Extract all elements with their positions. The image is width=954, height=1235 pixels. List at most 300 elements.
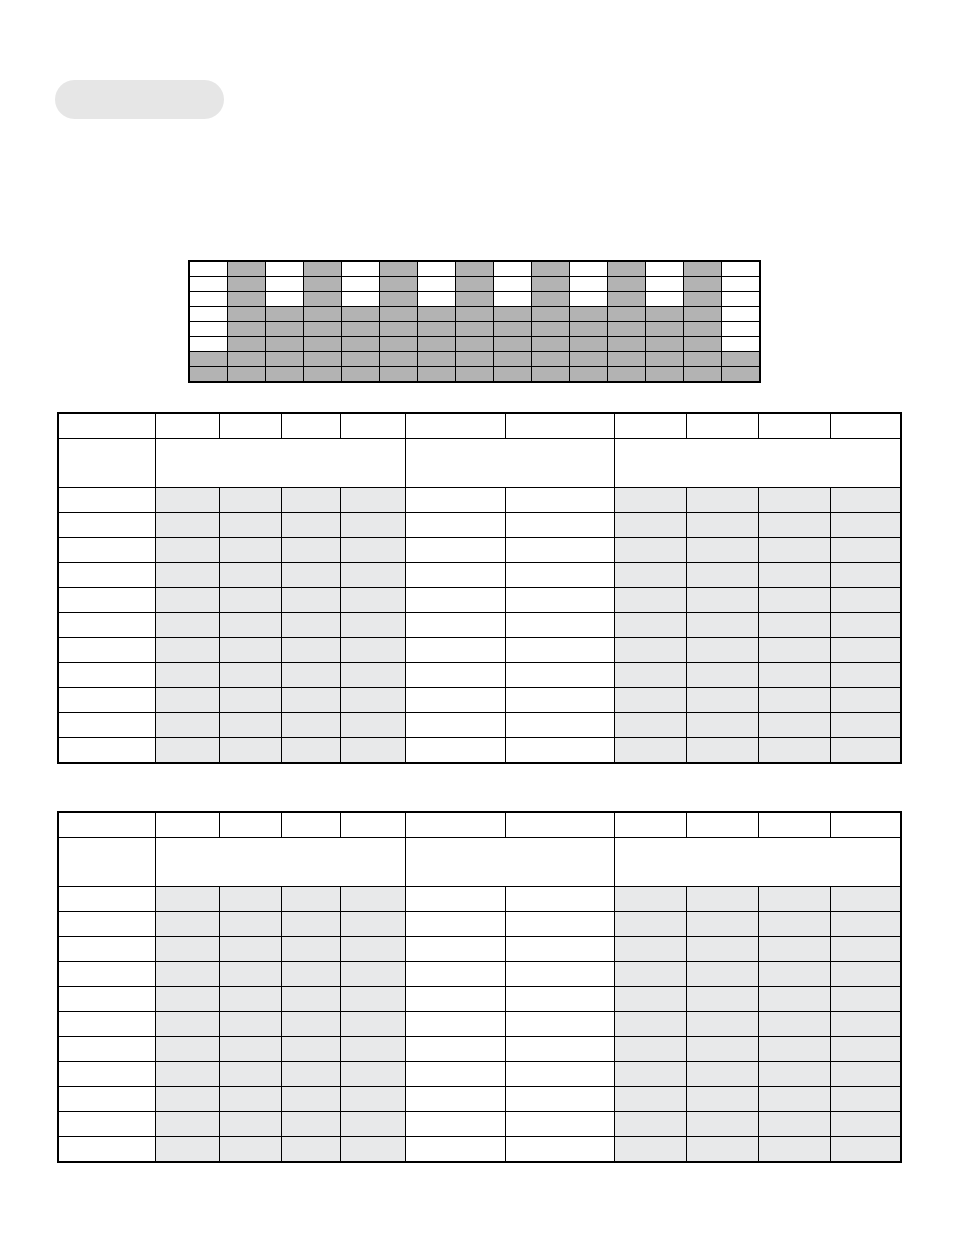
shaded-cell: [758, 1087, 830, 1112]
table-cell: [58, 962, 155, 987]
pattern-cell-dark: [380, 277, 418, 292]
shaded-cell: [155, 738, 219, 764]
table-cell: [505, 987, 614, 1012]
shaded-cell: [340, 1012, 405, 1037]
pattern-cell-dark: [189, 352, 228, 367]
shaded-cell: [830, 563, 901, 588]
shaded-cell: [686, 563, 758, 588]
shaded-cell: [758, 1062, 830, 1087]
pattern-cell-light: [722, 292, 761, 307]
pattern-cell-dark: [418, 307, 456, 322]
table-cell: [405, 887, 505, 912]
table-cell: [505, 1087, 614, 1112]
table-cell: [58, 738, 155, 764]
column-header: [405, 812, 505, 838]
table-cell: [405, 1087, 505, 1112]
pattern-cell-dark: [722, 367, 761, 383]
shaded-cell: [758, 1112, 830, 1137]
pattern-cell-light: [342, 292, 380, 307]
shaded-cell: [758, 513, 830, 538]
table-cell: [505, 713, 614, 738]
table-row: [58, 937, 901, 962]
shaded-cell: [686, 663, 758, 688]
pattern-cell-light: [570, 277, 608, 292]
table-cell: [405, 563, 505, 588]
shaded-cell: [155, 987, 219, 1012]
shaded-cell: [614, 588, 686, 613]
shaded-cell: [219, 588, 281, 613]
shaded-cell: [281, 1112, 340, 1137]
data-table-lower: [57, 811, 902, 1163]
pattern-cell-dark: [228, 352, 266, 367]
pattern-cell-dark: [456, 261, 494, 277]
pattern-cell-dark: [494, 307, 532, 322]
pattern-cell-light: [189, 337, 228, 352]
table-cell: [58, 638, 155, 663]
shaded-cell: [686, 887, 758, 912]
pattern-row: [189, 292, 760, 307]
shaded-cell: [830, 663, 901, 688]
shaded-cell: [219, 513, 281, 538]
shaded-cell: [340, 588, 405, 613]
header-row: [58, 812, 901, 838]
shaded-cell: [830, 538, 901, 563]
column-header: [614, 413, 686, 439]
table-cell: [505, 1037, 614, 1062]
pattern-cell-light: [494, 277, 532, 292]
shaded-cell: [686, 962, 758, 987]
table-row: [58, 713, 901, 738]
shaded-cell: [340, 538, 405, 563]
pattern-cell-dark: [380, 307, 418, 322]
shaded-cell: [758, 1137, 830, 1163]
shaded-cell: [219, 887, 281, 912]
header-row: [58, 413, 901, 439]
column-header: [340, 812, 405, 838]
shaded-cell: [758, 738, 830, 764]
shaded-cell: [340, 563, 405, 588]
pattern-cell-light: [189, 322, 228, 337]
column-header: [219, 413, 281, 439]
pattern-cell-dark: [684, 367, 722, 383]
pattern-cell-dark: [304, 292, 342, 307]
shaded-cell: [155, 663, 219, 688]
pattern-cell-dark: [418, 337, 456, 352]
pattern-cell-light: [646, 261, 684, 277]
shaded-cell: [614, 987, 686, 1012]
shaded-cell: [155, 488, 219, 513]
section-label-pill: [55, 80, 224, 119]
pattern-cell-dark: [494, 322, 532, 337]
shaded-cell: [686, 713, 758, 738]
shaded-cell: [219, 613, 281, 638]
pattern-cell-dark: [570, 307, 608, 322]
shaded-cell: [830, 1062, 901, 1087]
shaded-cell: [758, 962, 830, 987]
table-row: [58, 1012, 901, 1037]
shaded-cell: [686, 1087, 758, 1112]
pattern-cell-dark: [418, 352, 456, 367]
shaded-cell: [219, 987, 281, 1012]
table-cell: [405, 987, 505, 1012]
table-cell: [505, 1012, 614, 1037]
table-cell: [505, 488, 614, 513]
group-header: [405, 439, 614, 488]
shaded-cell: [614, 937, 686, 962]
table-row: [58, 688, 901, 713]
shaded-cell: [219, 1062, 281, 1087]
pattern-row: [189, 307, 760, 322]
table-row: [58, 1137, 901, 1163]
shaded-cell: [686, 937, 758, 962]
table-row: [58, 513, 901, 538]
table-cell: [405, 1137, 505, 1163]
group-header: [155, 838, 405, 887]
table-cell: [405, 638, 505, 663]
pattern-cell-dark: [684, 277, 722, 292]
shaded-cell: [281, 987, 340, 1012]
pattern-cell-dark: [456, 367, 494, 383]
group-header: [614, 439, 901, 488]
pattern-cell-dark: [380, 322, 418, 337]
shaded-cell: [155, 962, 219, 987]
shaded-cell: [281, 638, 340, 663]
pattern-cell-dark: [494, 337, 532, 352]
table-cell: [405, 588, 505, 613]
table-row: [58, 663, 901, 688]
shaded-cell: [758, 638, 830, 663]
shaded-cell: [614, 1062, 686, 1087]
pattern-cell-dark: [570, 352, 608, 367]
pattern-cell-dark: [684, 337, 722, 352]
table-cell: [405, 912, 505, 937]
shaded-cell: [830, 688, 901, 713]
column-header: [219, 812, 281, 838]
pattern-cell-dark: [380, 292, 418, 307]
shaded-cell: [340, 713, 405, 738]
shaded-cell: [340, 962, 405, 987]
shaded-cell: [219, 1112, 281, 1137]
table-cell: [58, 538, 155, 563]
pattern-cell-dark: [304, 322, 342, 337]
column-header: [340, 413, 405, 439]
shaded-cell: [614, 1137, 686, 1163]
shaded-cell: [155, 1087, 219, 1112]
pattern-cell-dark: [646, 307, 684, 322]
column-header: [58, 812, 155, 838]
shaded-cell: [614, 613, 686, 638]
shaded-cell: [219, 937, 281, 962]
table-row: [58, 538, 901, 563]
pattern-cell-dark: [304, 367, 342, 383]
table-cell: [505, 1112, 614, 1137]
column-header: [830, 413, 901, 439]
shaded-cell: [614, 962, 686, 987]
table-cell: [505, 1137, 614, 1163]
shaded-cell: [155, 563, 219, 588]
pattern-cell-light: [189, 292, 228, 307]
pattern-cell-dark: [532, 292, 570, 307]
shaded-cell: [614, 538, 686, 563]
table-cell: [505, 513, 614, 538]
pattern-cell-dark: [532, 307, 570, 322]
pattern-cell-dark: [684, 292, 722, 307]
shaded-cell: [686, 1137, 758, 1163]
pattern-cell-dark: [342, 307, 380, 322]
shaded-cell: [758, 887, 830, 912]
pattern-grid: [188, 260, 761, 383]
table-cell: [58, 588, 155, 613]
table-cell: [505, 887, 614, 912]
column-header: [281, 812, 340, 838]
table-row: [58, 613, 901, 638]
shaded-cell: [219, 688, 281, 713]
shaded-cell: [686, 1037, 758, 1062]
shaded-cell: [340, 1037, 405, 1062]
table-cell: [58, 513, 155, 538]
table-row: [58, 962, 901, 987]
pattern-row: [189, 352, 760, 367]
shaded-cell: [614, 713, 686, 738]
table-cell: [58, 1112, 155, 1137]
pattern-cell-dark: [646, 352, 684, 367]
table-cell: [58, 887, 155, 912]
shaded-cell: [281, 613, 340, 638]
pattern-cell-light: [189, 277, 228, 292]
table-cell: [58, 1137, 155, 1163]
shaded-cell: [219, 738, 281, 764]
table-row: [58, 1037, 901, 1062]
shaded-cell: [686, 538, 758, 563]
column-header: [686, 812, 758, 838]
shaded-cell: [614, 738, 686, 764]
shaded-cell: [686, 738, 758, 764]
column-header: [155, 812, 219, 838]
shaded-cell: [340, 638, 405, 663]
data-table-upper: [57, 412, 902, 764]
shaded-cell: [340, 937, 405, 962]
pattern-cell-dark: [456, 292, 494, 307]
table-row: [58, 563, 901, 588]
table-cell: [505, 638, 614, 663]
pattern-cell-light: [570, 261, 608, 277]
shaded-cell: [614, 563, 686, 588]
table-cell: [505, 538, 614, 563]
shaded-cell: [340, 663, 405, 688]
pattern-cell-light: [189, 307, 228, 322]
shaded-cell: [614, 688, 686, 713]
shaded-cell: [686, 588, 758, 613]
pattern-row: [189, 277, 760, 292]
shaded-cell: [281, 713, 340, 738]
pattern-cell-dark: [342, 337, 380, 352]
pattern-cell-dark: [266, 322, 304, 337]
shaded-cell: [614, 1112, 686, 1137]
shaded-cell: [340, 1137, 405, 1163]
shaded-cell: [340, 513, 405, 538]
shaded-cell: [830, 638, 901, 663]
shaded-cell: [281, 688, 340, 713]
column-header: [155, 413, 219, 439]
shaded-cell: [281, 887, 340, 912]
shaded-cell: [155, 1062, 219, 1087]
pattern-cell-dark: [266, 367, 304, 383]
shaded-cell: [281, 563, 340, 588]
table-cell: [505, 912, 614, 937]
shaded-cell: [614, 1012, 686, 1037]
pattern-cell-dark: [342, 322, 380, 337]
shaded-cell: [614, 513, 686, 538]
pattern-cell-dark: [456, 337, 494, 352]
table-cell: [58, 688, 155, 713]
shaded-cell: [758, 613, 830, 638]
shaded-cell: [281, 538, 340, 563]
table-cell: [405, 962, 505, 987]
group-header: [614, 838, 901, 887]
pattern-cell-light: [418, 277, 456, 292]
column-header: [505, 413, 614, 439]
table-row: [58, 1112, 901, 1137]
column-header: [758, 413, 830, 439]
shaded-cell: [219, 1037, 281, 1062]
shaded-cell: [340, 488, 405, 513]
shaded-cell: [758, 937, 830, 962]
column-header: [830, 812, 901, 838]
shaded-cell: [686, 1112, 758, 1137]
pattern-row: [189, 367, 760, 383]
pattern-cell-dark: [456, 322, 494, 337]
table-row: [58, 987, 901, 1012]
table-cell: [58, 488, 155, 513]
pattern-cell-dark: [266, 352, 304, 367]
table-cell: [505, 1062, 614, 1087]
shaded-cell: [830, 987, 901, 1012]
pattern-cell-dark: [532, 261, 570, 277]
shaded-cell: [830, 1137, 901, 1163]
table-cell: [58, 713, 155, 738]
shaded-cell: [155, 912, 219, 937]
pattern-row: [189, 322, 760, 337]
shaded-cell: [340, 1087, 405, 1112]
shaded-cell: [686, 638, 758, 663]
table-cell: [505, 688, 614, 713]
pattern-cell-light: [418, 261, 456, 277]
shaded-cell: [758, 912, 830, 937]
shaded-cell: [830, 513, 901, 538]
pattern-cell-dark: [304, 352, 342, 367]
column-header: [505, 812, 614, 838]
shaded-cell: [614, 912, 686, 937]
pattern-cell-light: [722, 261, 761, 277]
pattern-cell-dark: [722, 352, 761, 367]
pattern-cell-light: [266, 277, 304, 292]
shaded-cell: [614, 488, 686, 513]
table-cell: [58, 987, 155, 1012]
table-row: [58, 912, 901, 937]
shaded-cell: [830, 1012, 901, 1037]
pattern-cell-dark: [494, 352, 532, 367]
column-header: [758, 812, 830, 838]
group-header-row: [58, 439, 901, 488]
pattern-cell-dark: [228, 307, 266, 322]
pattern-cell-dark: [228, 337, 266, 352]
pattern-cell-dark: [684, 322, 722, 337]
shaded-cell: [219, 713, 281, 738]
pattern-cell-dark: [646, 367, 684, 383]
pattern-cell-dark: [456, 277, 494, 292]
table-cell: [505, 937, 614, 962]
table-cell: [505, 738, 614, 764]
table-row: [58, 488, 901, 513]
shaded-cell: [155, 538, 219, 563]
group-header: [405, 838, 614, 887]
table-cell: [58, 1012, 155, 1037]
pattern-cell-dark: [608, 322, 646, 337]
pattern-cell-light: [722, 337, 761, 352]
pattern-cell-dark: [189, 367, 228, 383]
shaded-cell: [281, 962, 340, 987]
pattern-cell-dark: [570, 367, 608, 383]
shaded-cell: [155, 937, 219, 962]
group-header: [58, 838, 155, 887]
pattern-cell-dark: [266, 307, 304, 322]
table-cell: [58, 613, 155, 638]
table-cell: [405, 1112, 505, 1137]
pattern-cell-dark: [608, 352, 646, 367]
pattern-cell-dark: [418, 367, 456, 383]
table-cell: [58, 1062, 155, 1087]
pattern-cell-light: [722, 322, 761, 337]
pattern-cell-dark: [684, 261, 722, 277]
shaded-cell: [219, 1087, 281, 1112]
table-cell: [405, 688, 505, 713]
shaded-cell: [155, 513, 219, 538]
table-cell: [405, 538, 505, 563]
pattern-cell-dark: [608, 337, 646, 352]
table-cell: [405, 1012, 505, 1037]
shaded-cell: [758, 663, 830, 688]
shaded-cell: [281, 1087, 340, 1112]
shaded-cell: [219, 1137, 281, 1163]
shaded-cell: [219, 1012, 281, 1037]
pattern-cell-dark: [228, 261, 266, 277]
pattern-cell-dark: [304, 261, 342, 277]
shaded-cell: [686, 1062, 758, 1087]
shaded-cell: [155, 613, 219, 638]
shaded-cell: [155, 1137, 219, 1163]
shaded-cell: [614, 887, 686, 912]
table-cell: [405, 1037, 505, 1062]
pattern-cell-dark: [646, 337, 684, 352]
table-row: [58, 1087, 901, 1112]
shaded-cell: [758, 538, 830, 563]
shaded-cell: [281, 1037, 340, 1062]
table-row: [58, 887, 901, 912]
shaded-cell: [758, 488, 830, 513]
pattern-cell-light: [646, 277, 684, 292]
table-cell: [58, 663, 155, 688]
shaded-cell: [281, 488, 340, 513]
table-cell: [505, 613, 614, 638]
pattern-cell-dark: [380, 367, 418, 383]
table-cell: [505, 588, 614, 613]
table-cell: [405, 513, 505, 538]
shaded-cell: [830, 937, 901, 962]
shaded-cell: [155, 638, 219, 663]
pattern-cell-dark: [570, 337, 608, 352]
table-row: [58, 638, 901, 663]
column-header: [58, 413, 155, 439]
